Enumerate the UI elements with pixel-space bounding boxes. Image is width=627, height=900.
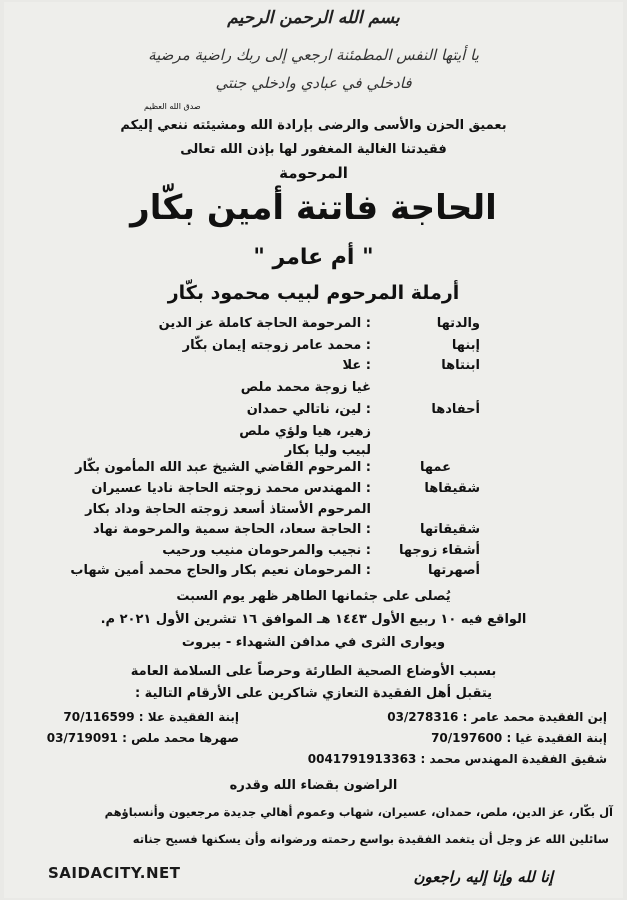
deceased-nickname: " أم عامر " xyxy=(253,245,374,270)
funeral-line1: يُصلى على جثمانها الطاهر ظهر يوم السبت xyxy=(176,589,451,604)
family-label: والدتها xyxy=(436,316,480,331)
phone-row xyxy=(308,752,607,766)
family-value: : لين، ناتالي حمدان xyxy=(246,402,371,417)
phone-row xyxy=(47,731,239,745)
obituary-page xyxy=(4,2,623,898)
quran-verse-line1: يا أيتها النفس المطمئنة ارجعي إلى ربك راضية مرضية xyxy=(148,46,479,64)
closing-families: آل بكّار، عز الدين، ملص، حمدان، عسيران، شهاب وعموم أهالي جديدة مرجعيون وأنسباؤهم xyxy=(104,805,613,819)
phone-label: إبنة الفقيدة غيا xyxy=(515,731,607,745)
family-value: زهير، هيا ولؤي ملص xyxy=(239,424,371,439)
funeral-line2: الواقع فيه ١٠ ربيع الأول ١٤٤٣ هـ الموافق ١٦ تشرين الأول ٢٠٢١ م. xyxy=(100,612,527,627)
condolence-line2: يتقبل أهل الفقيدة التعازي شاكرين على الأرقام التالية : xyxy=(134,686,493,701)
phone-number: : 70/116599 xyxy=(63,710,144,724)
funeral-line3: ويوارى الثرى في مدافن الشهداء - بيروت xyxy=(181,635,446,650)
condolence-line1: بسبب الأوضاع الصحية الطارئة وحرصاً على السلامة العامة xyxy=(130,664,497,679)
closing-verse: إنا لله وإنا إليه راجعون xyxy=(413,868,553,886)
deceased-name: الحاجة فاتنة أمين بكّار xyxy=(130,188,497,228)
phone-row xyxy=(387,710,607,724)
phone-number: : 03/278316 xyxy=(387,710,468,724)
widow-of: أرملة المرحوم لبيب محمود بكّار xyxy=(167,282,460,304)
watermark-logo: SAIDACITY.NET xyxy=(48,864,181,882)
family-value: : محمد عامر زوجته إيمان بكّار xyxy=(182,338,371,353)
phone-label: صهرها محمد ملص xyxy=(131,731,239,745)
family-label: إبنها xyxy=(451,338,480,353)
basmala: بسم الله الرحمن الرحيم xyxy=(227,8,400,28)
family-label: شقيقاتها xyxy=(419,522,480,537)
phone-row xyxy=(63,710,239,724)
phone-row xyxy=(431,731,607,745)
closing-content: الراضون بقضاء الله وقدره xyxy=(229,778,398,793)
family-value: لبيب وليا بكار xyxy=(284,443,371,458)
family-value: غيا زوجة محمد ملص xyxy=(240,380,371,395)
family-label: ابنتاها xyxy=(441,358,480,373)
phone-label: شقيق الفقيدة المهندس محمد xyxy=(429,752,607,766)
family-value: : المرحومة الحاجة كاملة عز الدين xyxy=(158,316,371,331)
family-label: شقيقاها xyxy=(424,481,480,496)
family-value: : المرحومان نعيم بكار والحاج محمد أمين شهاب xyxy=(70,563,371,578)
phone-number: : 0041791913363 xyxy=(307,752,426,766)
phone-number: : 03/719091 xyxy=(46,731,127,745)
closing-prayer: سائلين الله عز وجل أن يتغمد الفقيدة بواسع رحمته ورضوانه وأن يسكنها فسيح جناته xyxy=(132,832,609,846)
family-label: عمها xyxy=(419,460,451,475)
family-value: : علا xyxy=(342,358,371,373)
quran-verse-line2: فادخلي في عبادي وادخلي جنتي xyxy=(215,74,412,92)
family-value: المرحوم الأستاذ أسعد زوجته الحاجة وداد بكار xyxy=(85,502,371,517)
phone-label: إبن الفقيدة محمد عامر xyxy=(471,710,607,724)
intro-line1: بعميق الحزن والأسى والرضى بإرادة الله ومشيئته ننعي إليكم xyxy=(120,118,507,133)
phone-number: : 70/197600 xyxy=(431,731,512,745)
phone-label: إبنة الفقيدة علا xyxy=(147,710,239,724)
family-label: أشقاء زوجها xyxy=(398,543,480,558)
intro-line2: فقيدتنا الغالية المغفور لها بإذن الله تعالى xyxy=(180,142,447,157)
family-label: أصهرتها xyxy=(427,563,480,578)
family-label: أحفادها xyxy=(431,402,480,417)
family-value: : المرحوم القاضي الشيخ عبد الله المأمون بكّار xyxy=(75,460,371,475)
family-value: : المهندس محمد زوجته الحاجة ناديا عسيران xyxy=(91,481,371,496)
family-value: : نجيب والمرحومان منيب ورحيب xyxy=(162,543,371,558)
family-value: : الحاجة سعاد، الحاجة سمية والمرحومة نهاد xyxy=(92,522,371,537)
late-title: المرحومة xyxy=(279,164,348,182)
verse-source: صدق الله العظيم xyxy=(144,102,201,111)
